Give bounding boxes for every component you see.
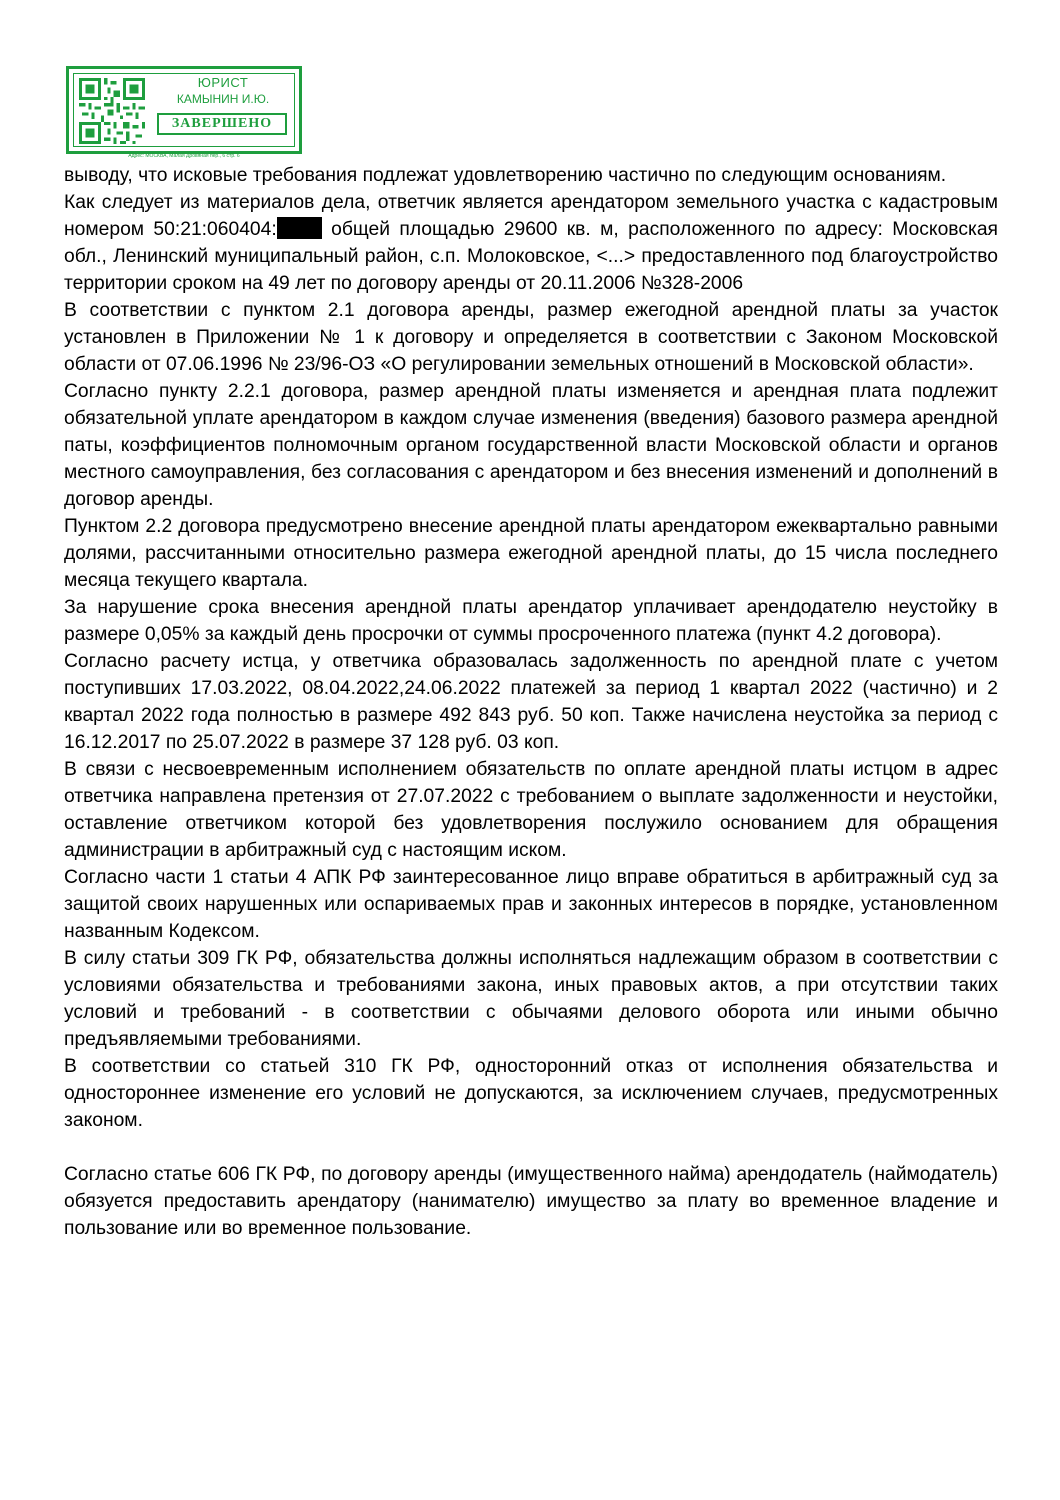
lawyer-stamp xyxy=(66,66,302,154)
qr-code-icon xyxy=(79,78,145,144)
paragraph: В соответствии с пунктом 2.1 договора аренды, размер ежегодной арендной платы за участок установлен в Приложении № 1 к договору и определяется в соответствии с Законом Московской области от 07.06.1996 № 23/96-ОЗ «О регулировании земельных отношений в Московской области». xyxy=(64,300,998,375)
paragraph: В соответствии со статьей 310 ГК РФ, односторонний отказ от исполнения обязательства и одностороннее изменение его условий не допускаются, за исключением случаев, предусмотренных законом. xyxy=(64,1056,998,1131)
document-body xyxy=(64,162,998,1242)
stamp-status: ЗАВЕРШЕНО xyxy=(157,113,287,135)
paragraph: Согласно части 1 статьи 4 АПК РФ заинтересованное лицо вправе обратиться в арбитражный суд за защитой своих нарушенных или оспариваемых прав и законных интересов в порядке, установленном названным Кодексом. xyxy=(64,867,998,942)
paragraph-part: Как следует из материалов дела, ответчик является арендатором земельного участка с кадастровым номером 50:21:060404: xyxy=(64,192,998,240)
stamp-name: КАМЫНИН И.Ю. xyxy=(176,92,270,106)
stamp-title: ЮРИСТ xyxy=(197,75,249,90)
paragraph: Согласно расчету истца, у ответчика образовалась задолженность по арендной плате с учетом поступивших 17.03.2022, 08.04.2022,24.06.2022 платежей за период 1 квартал 2022 (частично) и 2 квартал 2022 года полностью в размере 492 843 руб. 50 коп. Также начислена неустойка за период с 16.12.2017 по 25.07.2022 в размере 37 128 руб. 03 коп. xyxy=(64,651,998,753)
redaction-block xyxy=(277,217,322,239)
paragraph: Пунктом 2.2 договора предусмотрено внесение арендной платы арендатором ежеквартально равными долями, рассчитанными относительно размера ежегодной арендной платы, до 15 числа последнего месяца текущего квартала. xyxy=(64,516,998,591)
paragraph: Согласно статье 606 ГК РФ, по договору аренды (имущественного найма) арендодатель (наймодатель) обязуется предоставить арендатору (нанимателю) имущество за плату во временное владение и пользование или во временное пользование. xyxy=(64,1164,998,1239)
paragraph: За нарушение срока внесения арендной платы арендатор уплачивает арендодателю неустойку в размере 0,05% за каждый день просрочки от суммы просроченного платежа (пункт 4.2 договора). xyxy=(64,597,998,645)
paragraph-cadastral xyxy=(64,189,998,297)
paragraph: Согласно пункту 2.2.1 договора, размер арендной платы изменяется и арендная плата подлежит обязательной уплате арендатором в каждом случае изменения (введения) базового размера арендной паты, коэффициентов полномочным органом государственной власти Московской области и органов местного самоуправления, без согласования с арендатором и без внесения изменений и дополнений в договор аренды. xyxy=(64,381,998,510)
stamp-address: Адрес: МОСКВА, Малая Дровяная пер., 6 стр. 6 xyxy=(128,153,240,159)
paragraph-part: общей площадью 29600 кв. м, расположенного по адресу: Московская обл., Ленинский муниципальный район, с.п. Молоковское, <...> предоставленного под благоустройство территории сроком на 49 лет по договору аренды от 20.11.2006 №328-2006 xyxy=(64,219,998,294)
paragraph: В связи с несвоевременным исполнением обязательств по оплате арендной платы истцом в адрес ответчика направлена претензия от 27.07.2022 с требованием о выплате задолженности и неустойки, оставление ответчиком которой без удовлетворения послужило основанием для обращения администрации в арбитражный суд с настоящим иском. xyxy=(64,759,998,861)
paragraph: выводу, что исковые требования подлежат удовлетворению частично по следующим основаниям. xyxy=(64,165,947,186)
paragraph: В силу статьи 309 ГК РФ, обязательства должны исполняться надлежащим образом в соответствии с условиями обязательства и требованиями закона, иных правовых актов, а при отсутствии таких условий и требований - в соответствии с обычаями делового оборота или иными обычно предъявляемыми требованиями. xyxy=(64,948,998,1050)
